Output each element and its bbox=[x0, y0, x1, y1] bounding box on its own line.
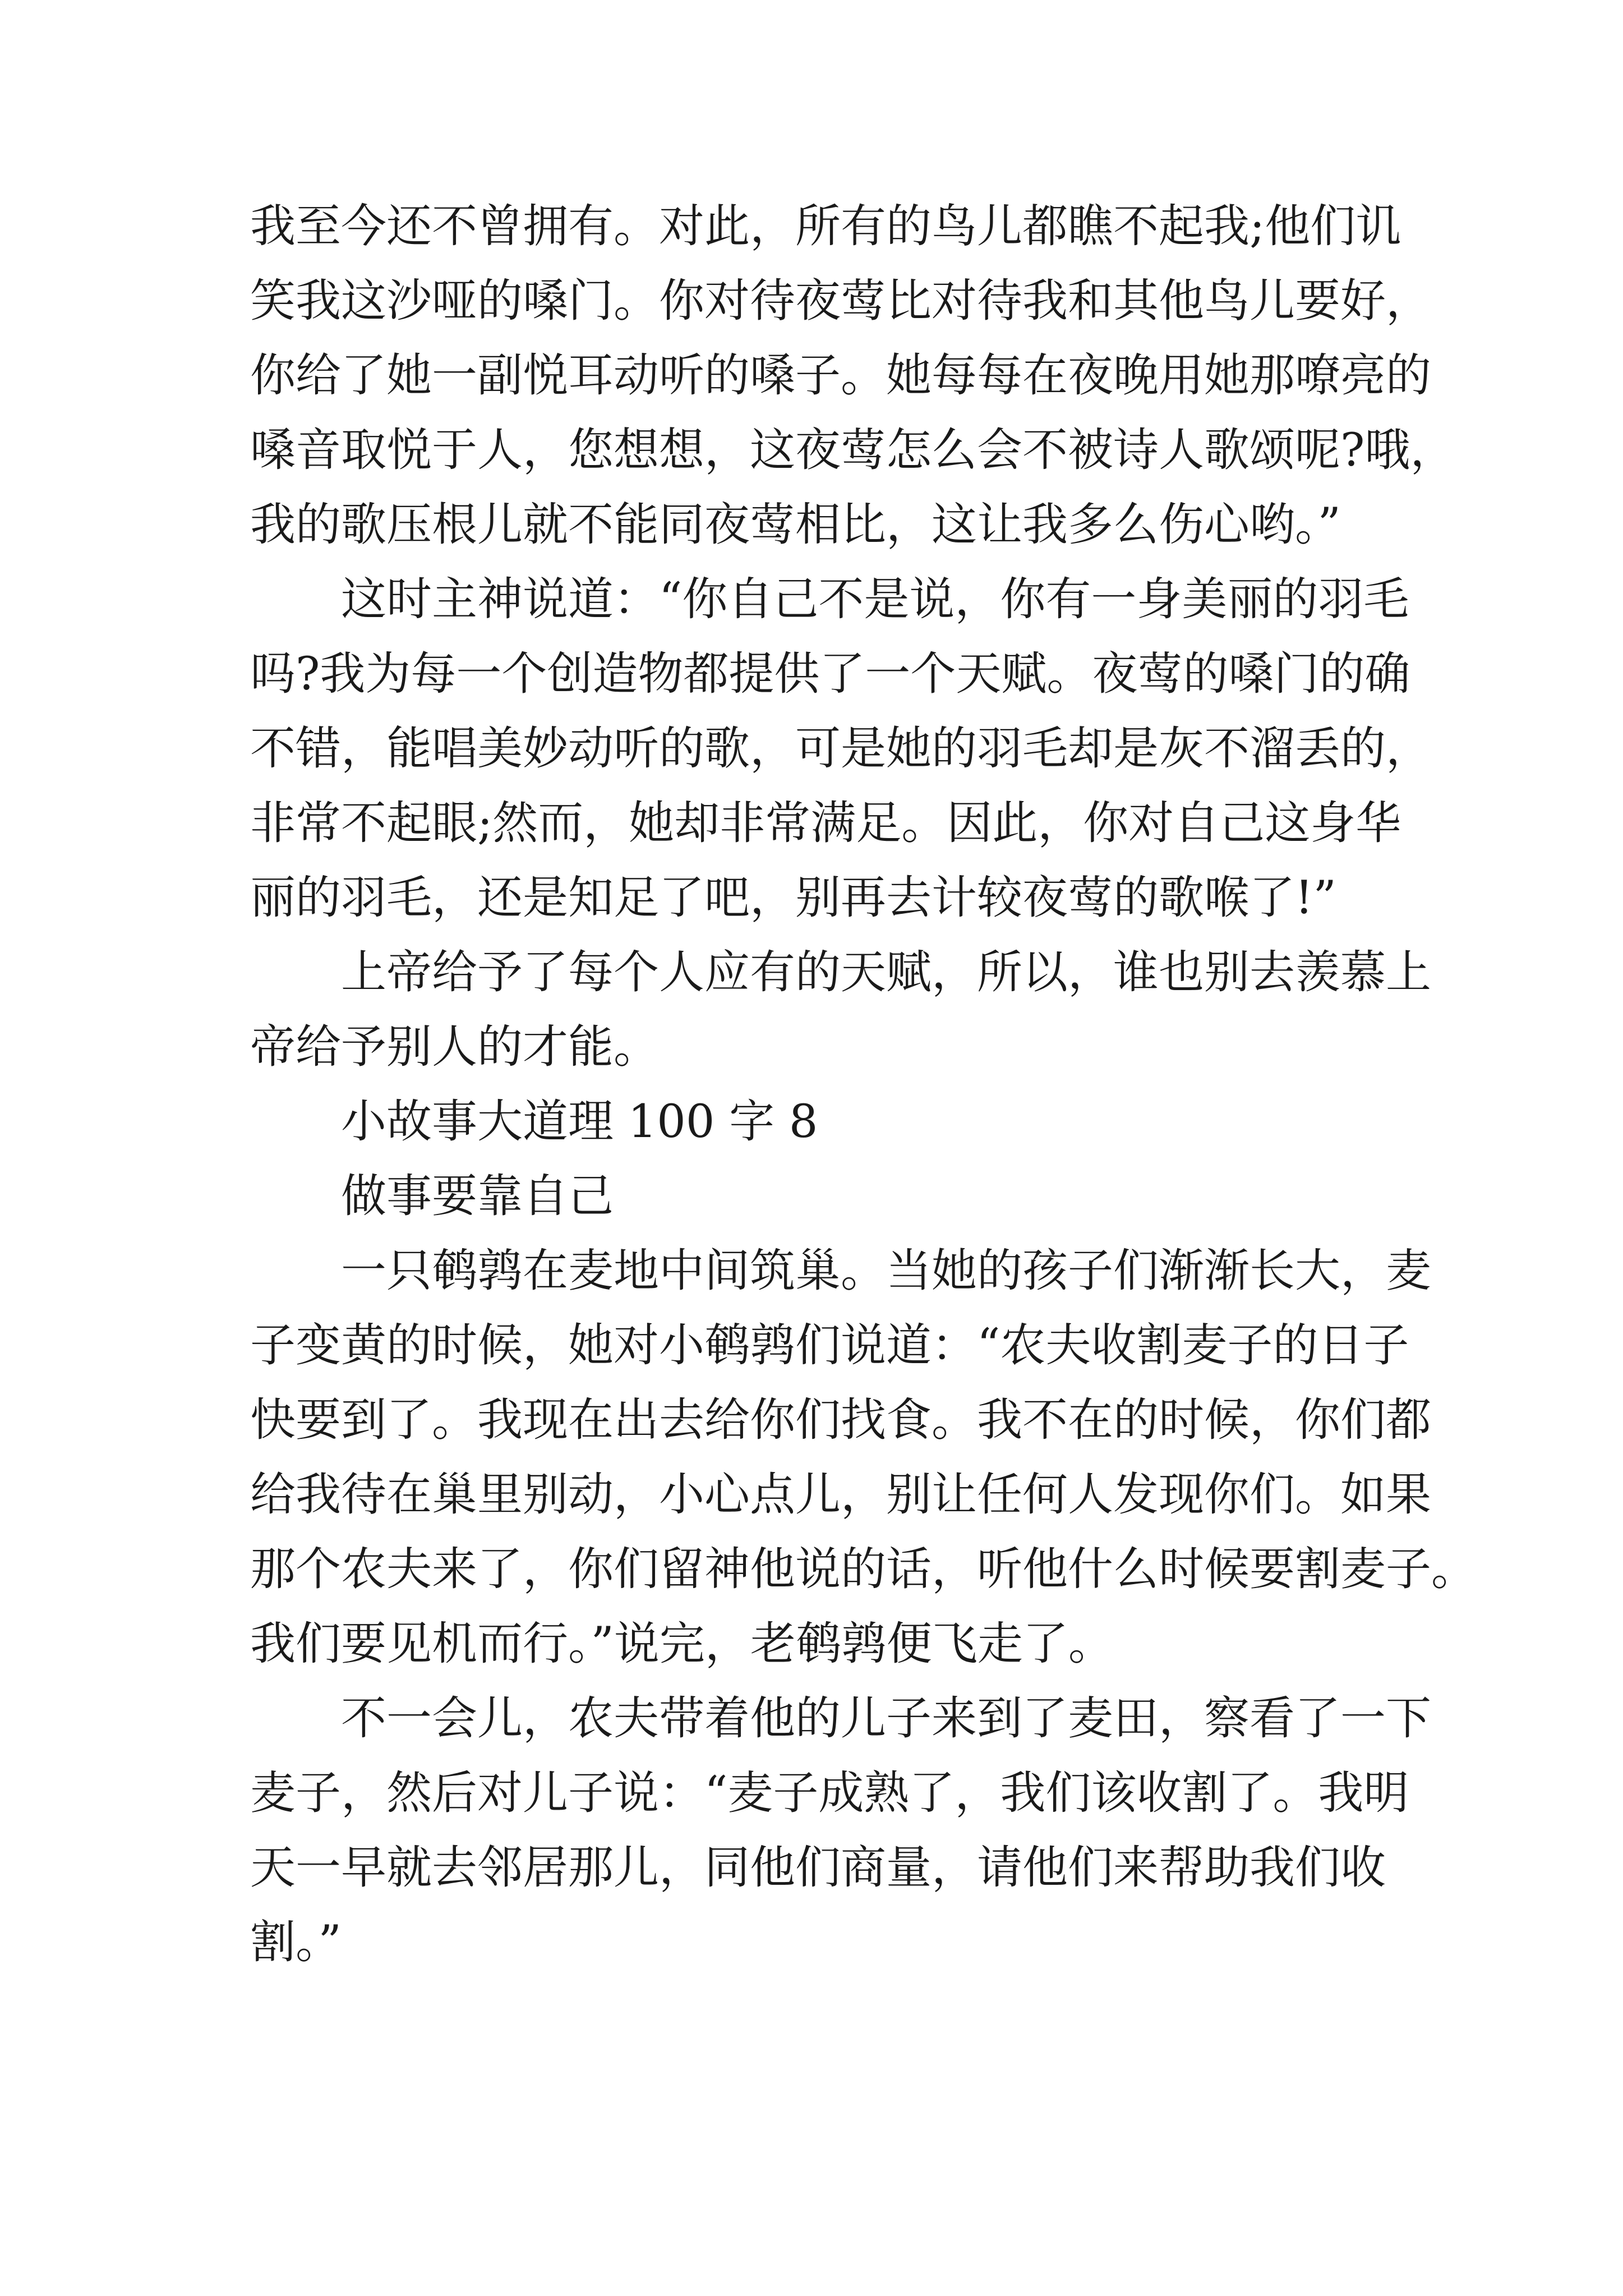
text-line: 笑我这沙哑的嗓门。你对待夜莺比对待我和其他鸟儿要好， bbox=[250, 275, 1432, 328]
text-line: 麦子，然后对儿子说：“麦子成熟了，我们该收割了。我明 bbox=[250, 1767, 1409, 1820]
text-line: 割。” bbox=[250, 1916, 342, 1969]
text-line: 帝给予别人的才能。 bbox=[250, 1021, 660, 1074]
text-line: 我至今还不曾拥有。对此，所有的鸟儿都瞧不起我;他们讥 bbox=[250, 200, 1401, 253]
text-line: 吗?我为每一个创造物都提供了一个天赋。夜莺的嗓门的确 bbox=[250, 648, 1410, 701]
story-heading: 小故事大道理 100 字 8 bbox=[341, 1096, 818, 1148]
text-line: 我的歌压根儿就不能同夜莺相比，这让我多么伤心哟。” bbox=[250, 499, 1341, 551]
document-body bbox=[250, 190, 1477, 1980]
story-title: 做事要靠自己 bbox=[341, 1170, 614, 1223]
text-line: 快要到了。我现在出去给你们找食。我不在的时候，你们都 bbox=[250, 1394, 1432, 1447]
text-line: 给我待在巢里别动，小心点儿，别让任何人发现你们。如果 bbox=[250, 1469, 1432, 1521]
text-line: 一只鹌鹑在麦地中间筑巢。当她的孩子们渐渐长大，麦 bbox=[341, 1245, 1432, 1297]
text-line: 上帝给予了每个人应有的天赋，所以，谁也别去羡慕上 bbox=[341, 946, 1432, 999]
text-line: 嗓音取悦于人，您想想，这夜莺怎么会不被诗人歌颂呢?哦， bbox=[250, 424, 1456, 477]
text-line: 天一早就去邻居那儿，同他们商量，请他们来帮助我们收 bbox=[250, 1842, 1386, 1894]
text-line: 子变黄的时候，她对小鹌鹑们说道：“农夫收割麦子的日子 bbox=[250, 1319, 1409, 1372]
text-line: 你给了她一副悦耳动听的嗓子。她每每在夜晚用她那嘹亮的 bbox=[250, 349, 1432, 402]
text-line: 我们要见机而行。”说完，老鹌鹑便飞走了。 bbox=[250, 1618, 1114, 1671]
text-line: 这时主神说道：“你自己不是说，你有一身美丽的羽毛 bbox=[341, 573, 1409, 626]
text-line: 那个农夫来了，你们留神他说的话，听他什么时候要割麦子。 bbox=[250, 1543, 1477, 1596]
text-line: 不错，能唱美妙动听的歌，可是她的羽毛却是灰不溜丢的， bbox=[250, 723, 1432, 775]
text-line: 不一会儿，农夫带着他的儿子来到了麦田，察看了一下 bbox=[341, 1692, 1432, 1745]
text-line: 非常不起眼;然而，她却非常满足。因此，你对自己这身华 bbox=[250, 797, 1401, 850]
text-line: 丽的羽毛，还是知足了吧，别再去计较夜莺的歌喉了!” bbox=[250, 872, 1336, 924]
